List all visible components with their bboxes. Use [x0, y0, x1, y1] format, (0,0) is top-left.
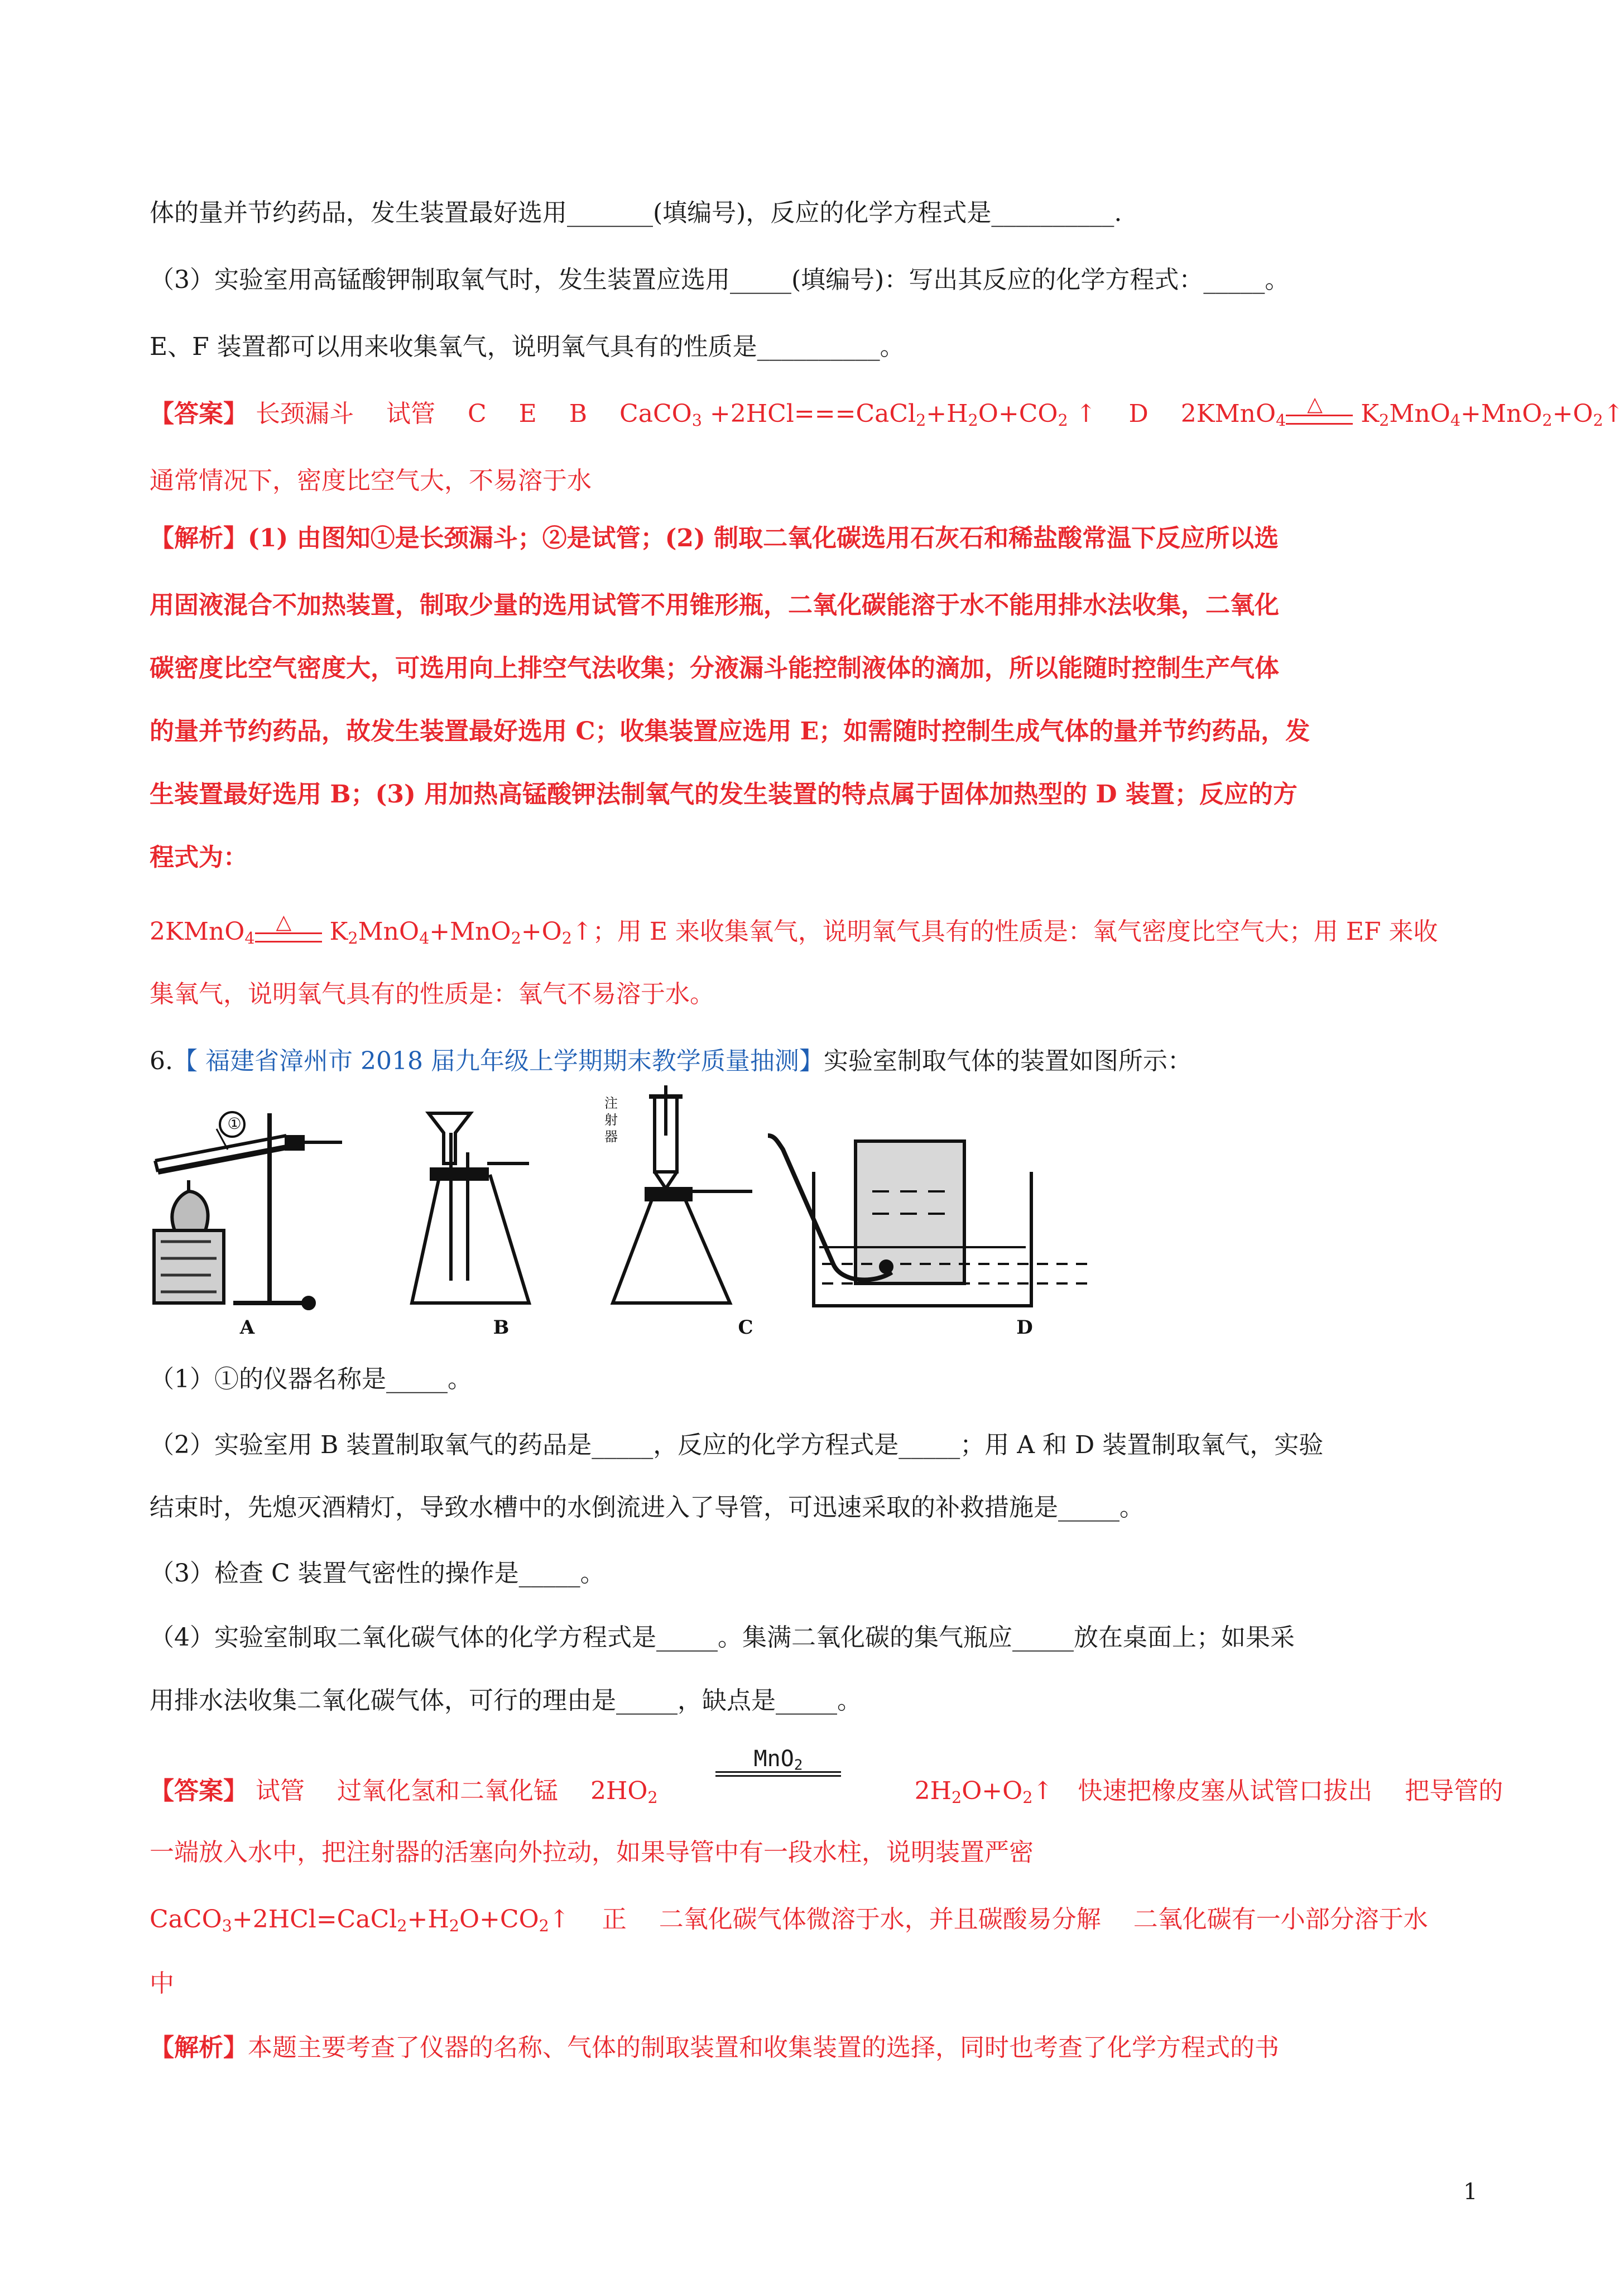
analysis-1-line-8: 集氧气，说明氧气具有的性质是：氧气不易溶于水。	[150, 980, 714, 1008]
analysis-1-line-3: 碳密度比空气密度大，可选用向上排空气法收集；分液漏斗能控制液体的滴加，所以能随时控制生产气体	[150, 654, 1279, 682]
syringe-label: 注射器	[604, 1095, 618, 1145]
q6-sub-4a: （4）实验室制取二氧化碳气体的化学方程式是_____。集满二氧化碳的集气瓶应_____放在桌面上；如果采	[150, 1623, 1295, 1652]
answer-2-line-3-tail: 正 二氧化碳气体微溶于水，并且碳酸易分解 二氧化碳有一小部分溶于水	[602, 1905, 1428, 1934]
analysis-1-line-5: 生装置最好选用 B；(3) 用加热高锰酸钾法制氧气的发生装置的特点属于固体加热型的 D 装置；反应的方	[150, 780, 1298, 809]
question-line-3: E、F 装置都可以用来收集氧气，说明氧气具有的性质是__________。	[150, 333, 905, 361]
answer-2-line-1: 【答案】 试管 过氧化氢和二氧化锰 $2HO_2$ $2H_2O+O_2↑$ 快速把橡皮塞从试管口拔出 把导管的	[150, 1777, 1503, 1807]
apparatus-b	[412, 1113, 529, 1303]
answer-1-line: 【答案】 长颈漏斗 试管 C E B CaCO$_3$ $+2HCl===CaCl_2+H_2O+CO_2$ ↑ D 2KMnO$_4$ △ $K_2MnO_4+MnO_2+O_2↑$	[150, 392, 1624, 430]
answer-2-line-2: 一端放入水中，把注射器的活塞向外拉动，如果导管中有一段水柱，说明装置严密	[150, 1838, 1034, 1867]
answer-1-tail: 通常情况下，密度比空气大，不易溶于水	[150, 467, 592, 495]
circle-label: ①	[227, 1114, 242, 1133]
analysis-1-line-2: 用固液混合不加热装置，制取少量的选用试管不用锥形瓶，二氧化碳能溶于水不能用排水法收集，二氧化	[150, 591, 1279, 619]
answer-tag: 【答案】	[150, 400, 248, 428]
question-stem: 实验室制取气体的装置如图所示：	[823, 1047, 1192, 1075]
figure-label-d: D	[1016, 1316, 1033, 1339]
q6-sub-1: （1）①的仪器名称是_____。	[150, 1365, 472, 1393]
question-line-2: （3）实验室用高锰酸钾制取氧气时，发生装置应选用_____(填编号)：写出其反应的化学方程式：_____。	[150, 266, 1290, 294]
answer-tag: 【答案】	[150, 1777, 248, 1805]
page-number: 1	[1463, 2179, 1478, 2205]
figure-label-a: A	[239, 1316, 255, 1339]
answer-items: 长颈漏斗 试管 C E B CaCO	[256, 400, 692, 428]
apparatus-a	[154, 1112, 342, 1309]
analysis-1-line-6: 程式为：	[150, 843, 248, 872]
analysis-2-line	[150, 2031, 1279, 2065]
question-number: 6.	[150, 1047, 173, 1075]
q6-sub-3: （3）检查 C 装置气密性的操作是_____。	[150, 1559, 605, 1588]
q6-sub-2b: 结束时，先熄灭酒精灯，导致水槽中的水倒流进入了导管，可迅速采取的补救措施是_____。	[150, 1493, 1144, 1522]
answer-2-line-3: $CaCO_3+2HCl=CaCl_2+H_2O+CO_2↑$ 正 二氧化碳气体微溶于水，并且碳酸易分解 二氧化碳有一小部分溶于水	[150, 1905, 1428, 1936]
analysis-tag: 【解析】	[150, 2033, 248, 2062]
question-source: 【 福建省漳州市 2018 届九年级上学期期末教学质量抽测】	[172, 1047, 824, 1075]
heat-condition-symbol: △	[255, 922, 322, 945]
heat-condition-symbol: △	[1286, 405, 1353, 427]
analysis-1-line-7-tail: ；用 E 来收集氧气，说明氧气具有的性质是：氧气密度比空气大；用 EF 来收	[592, 917, 1438, 946]
question-6-header	[150, 1045, 1192, 1078]
analysis-1-line-7: 2KMnO$_4$ △ $K_2MnO_4+MnO_2+O_2↑$；用 E 来收集氧气，说明氧气具有的性质是：氧气密度比空气大；用 EF 来收	[150, 910, 1438, 948]
analysis-tag: 【解析】	[150, 524, 248, 552]
apparatus-d	[768, 1136, 1087, 1306]
apparatus-c	[613, 1085, 752, 1303]
analysis-1-line-1	[150, 522, 1279, 555]
answer-2-part-1: 试管 过氧化氢和二氧化锰 2H	[256, 1777, 628, 1805]
question-line-1: 体的量并节约药品，发生装置最好选用_______(填编号)，反应的化学方程式是__________.	[150, 199, 1122, 227]
analysis-1-line-4: 的量并节约药品，故发生装置最好选用 C；收集装置应选用 E；如需随时控制生成气体的量并节约药品，发	[150, 717, 1310, 746]
catalyst-label: MnO$_2$	[715, 1747, 841, 1777]
analysis-2-text: 本题主要考查了仪器的名称、气体的制取装置和收集装置的选择，同时也考查了化学方程式的书	[248, 2033, 1279, 2062]
q6-sub-4b: 用排水法收集二氧化碳气体，可行的理由是_____，缺点是_____。	[150, 1686, 862, 1715]
figure-label-c: C	[738, 1316, 753, 1339]
answer-2-part-2: 快速把橡皮塞从试管口拔出 把导管的	[1078, 1777, 1503, 1805]
figure-label-b: B	[493, 1316, 510, 1339]
answer-2-line-4: 中	[150, 1969, 174, 1998]
apparatus-figure	[150, 1080, 1070, 1339]
q6-sub-2a: （2）实验室用 B 装置制取氧气的药品是_____，反应的化学方程式是_____；用 A 和 D 装置制取氧气，实验	[150, 1431, 1324, 1459]
analysis-1-text: (1) 由图知①是长颈漏斗；②是试管；(2) 制取二氧化碳选用石灰石和稀盐酸常温下反应所以选	[248, 524, 1279, 552]
